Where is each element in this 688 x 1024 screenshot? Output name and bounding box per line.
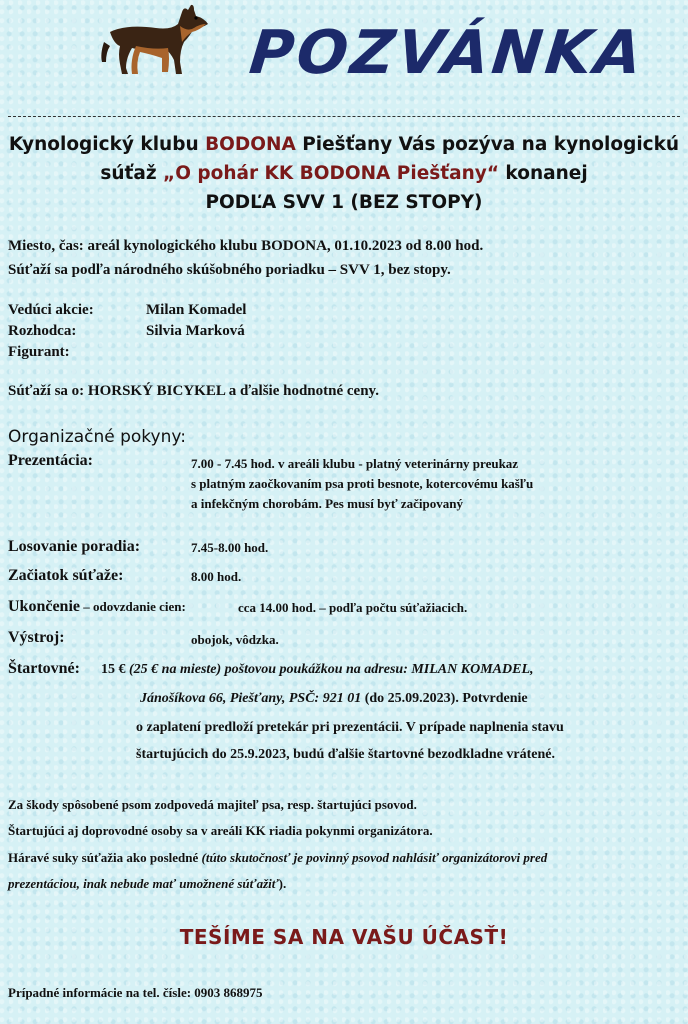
prezentacia-details: 7.00 - 7.45 hod. v areáli klubu - platný veterinárny preukaz s platným zaočkovaním psa proti besnote, kotercovému kašľu a infekčným chorobám. Pes musí byť začipovaný xyxy=(191,456,534,511)
staff-name: Silvia Marková xyxy=(146,323,245,339)
ukoncenie-value: cca 14.00 hod. – podľa počtu súťažiacich. xyxy=(238,600,468,615)
prizes-text: Súťaží sa o: HORSKÝ BICYKEL a ďalšie hodnotné ceny. xyxy=(8,383,379,399)
contact-info: Prípadné informácie na tel. čísle: 0903 868975 xyxy=(8,985,263,1000)
fee-line-4: štartujúcich do 25.9.2023, budú ďalšie štartovné bezodkladne vrátené. xyxy=(136,747,556,762)
losovanie-label: Losovanie poradia: xyxy=(8,538,141,555)
vystroj-value: obojok, vôdzka. xyxy=(191,632,279,647)
note-damage: Za škody spôsobené psom zodpovedá majiteľ psa, resp. štartujúci psovod. xyxy=(8,797,417,812)
page-title: POZVÁNKA xyxy=(246,18,649,88)
staff-role: Rozhodca: xyxy=(8,323,77,339)
place-time: Miesto, čas: areál kynologického klubu BODONA, 01.10.2023 od 8.00 hod. xyxy=(8,238,484,254)
prezentacia-label: Prezentácia: xyxy=(8,452,93,469)
invitation-line-1: Kynologický klubu BODONA Piešťany Vás pozýva na kynologickú xyxy=(8,134,680,155)
note-females: Háravé suky súťažia ako posledné (túto skutočnosť je povinný psovod nahlásiť organizátorovi pred xyxy=(8,850,548,865)
losovanie-value: 7.45-8.00 hod. xyxy=(191,540,269,555)
ukoncenie-row: Ukončenie – odovzdanie cien: xyxy=(8,598,186,615)
fee-label: Štartovné: xyxy=(8,660,80,677)
event-name: „O pohár KK BODONA Piešťany“ xyxy=(163,163,499,184)
fee-line-3: o zaplatení predloží pretekár pri prezentácii. V prípade naplnenia stavu xyxy=(136,720,564,735)
invitation-line-3: PODĽA SVV 1 (BEZ STOPY) xyxy=(205,192,483,213)
org-heading: Organizačné pokyny: xyxy=(8,427,186,447)
club-name: BODONA xyxy=(205,134,296,155)
closing-message: TEŠÍME SA NA VAŠU ÚČASŤ! xyxy=(179,925,509,949)
fee-line-1: 15 € (25 € na mieste) poštovou poukážkou na adresu: MILAN KOMADEL, xyxy=(101,662,534,677)
note-females-cont: prezentáciou, inak nebude mať umožnené súťažiť). xyxy=(8,876,287,891)
fee-line-2: Jánošíkova 66, Piešťany, PSČ: 921 01 (do 25.09.2023). Potvrdenie xyxy=(140,691,528,706)
zaciatok-value: 8.00 hod. xyxy=(191,569,242,584)
note-rules: Štartujúci aj doprovodné osoby sa v areáli KK riadia pokynmi organizátora. xyxy=(8,823,433,838)
staff-role: Vedúci akcie: xyxy=(8,302,94,318)
staff-role: Figurant: xyxy=(8,344,70,360)
rules-text: Súťaží sa podľa národného skúšobného poriadku – SVV 1, bez stopy. xyxy=(8,262,451,278)
divider xyxy=(8,116,680,117)
invitation-line-2: súťaž „O pohár KK BODONA Piešťany“ konanej xyxy=(100,163,588,184)
vystroj-label: Výstroj: xyxy=(8,629,65,646)
staff-name: Milan Komadel xyxy=(146,302,247,318)
zaciatok-label: Začiatok súťaže: xyxy=(8,567,124,584)
dog-illustration xyxy=(96,2,214,78)
